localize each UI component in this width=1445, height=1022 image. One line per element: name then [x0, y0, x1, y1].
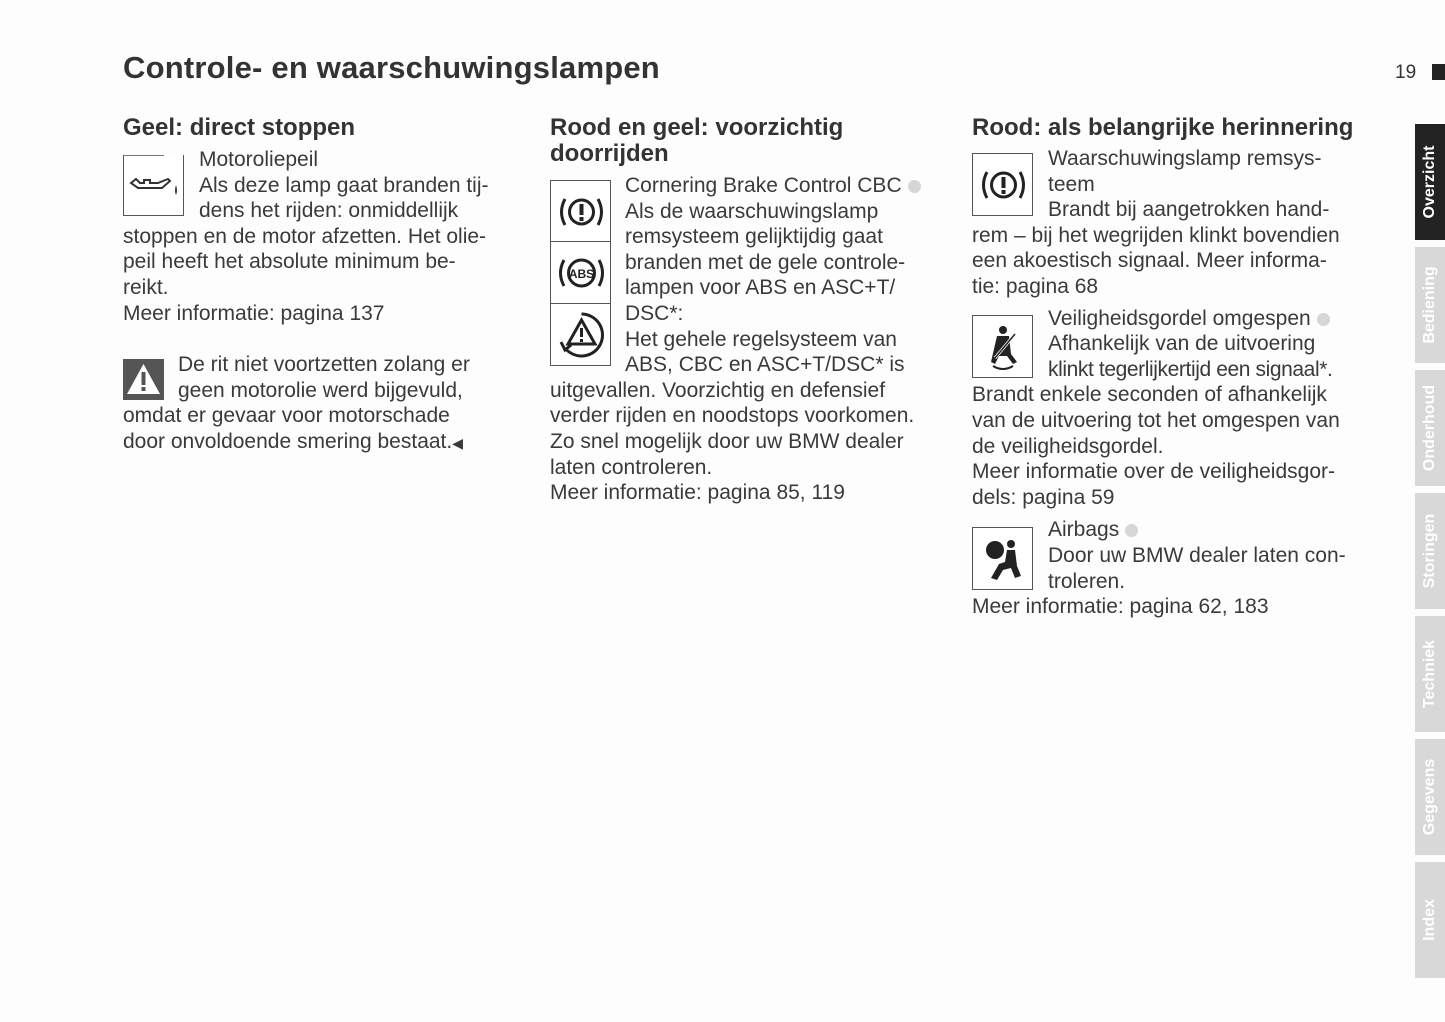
cbc-line-11: laten controleren.: [550, 455, 713, 479]
red-dot-icon: [1317, 313, 1330, 326]
belt-line-2: klinkt tegerlijkertijd een signaal*.: [1048, 357, 1333, 381]
belt-title: Veiligheidsgordel omgespen: [1048, 306, 1382, 332]
warning-line-3: omdat er gevaar voor motorschade: [123, 404, 450, 428]
cbc-title: Cornering Brake Control CBC: [625, 173, 960, 199]
side-tab-techniek[interactable]: Techniek: [1415, 616, 1445, 732]
abs-icon: [550, 242, 611, 304]
belt-line-6: Meer informatie over de veiligheidsgor-: [972, 460, 1335, 484]
page-number: 19: [1395, 62, 1417, 83]
cbc-line-4: lampen voor ABS en ASC+T/: [625, 276, 896, 300]
warning-line-4: door onvoldoende smering bestaat.◀: [123, 429, 464, 453]
airbag-line-2: troleren.: [1048, 569, 1126, 593]
cbc-line-2: remsysteem gelijktijdig gaat: [625, 225, 883, 249]
seatbelt-icon: [972, 315, 1033, 378]
page-title: Controle- en waarschuwingslampen: [123, 50, 660, 85]
brake-warning-icon-red: [972, 153, 1033, 216]
brake-title-2: teem: [1048, 172, 1095, 196]
oil-line-1: Als deze lamp gaat branden tij-: [199, 173, 489, 197]
belt-more-info: dels: pagina 59: [972, 485, 1115, 509]
airbag-more-info: Meer informatie: pagina 62, 183: [972, 595, 1269, 619]
cbc-line-8: uitgevallen. Voorzichtig en defensief: [550, 378, 886, 402]
oil-pressure-icon: [123, 155, 184, 216]
oil-line-2: dens het rijden: onmiddellijk: [199, 199, 459, 223]
belt-line-1: Afhankelijk van de uitvoering: [1048, 332, 1316, 356]
cbc-more-info: Meer informatie: pagina 85, 119: [550, 481, 845, 505]
oil-title: Motoroliepeil: [199, 148, 319, 171]
oil-line-3: stoppen en de motor afzetten. Het olie-: [123, 224, 487, 248]
cbc-line-7: ABS, CBC en ASC+T/DSC* is: [625, 353, 905, 377]
cbc-line-10: Zo snel mogelijk door uw BMW dealer: [550, 429, 904, 453]
belt-line-4: van de uitvoering tot het omgespen van: [972, 408, 1340, 432]
heading-red: Rood: als belangrijke herinnering: [972, 114, 1354, 141]
side-tab-index[interactable]: Index: [1415, 862, 1445, 978]
red-yellow-dot-icon: [908, 180, 921, 193]
oil-more-info: Meer informatie: pagina 137: [123, 301, 385, 325]
warning-line-2: geen motorolie werd bijgevuld,: [178, 378, 463, 402]
airbag-line-1: Door uw BMW dealer laten con-: [1048, 543, 1346, 567]
heading-yellow: Geel: direct stoppen: [123, 114, 356, 141]
heading-red-yellow-2: doorrijden: [550, 140, 669, 167]
brake-more-info: tie: pagina 68: [972, 274, 1099, 298]
abs-label: ABS: [568, 267, 595, 281]
stability-control-icon: [550, 304, 611, 366]
cbc-line-5: DSC*:: [625, 301, 684, 325]
side-tab-overzicht[interactable]: Overzicht: [1415, 124, 1445, 240]
brake-line-3: een akoestisch signaal. Meer informa-: [972, 249, 1327, 273]
cbc-line-1: Als de waarschuwingslamp: [625, 199, 879, 223]
side-tab-storingen[interactable]: Storingen: [1415, 493, 1445, 609]
warning-line-1: De rit niet voortzetten zolang er: [178, 353, 470, 377]
cbc-line-9: verder rijden en noodstops voorkomen.: [550, 404, 915, 428]
brake-line-2: rem – bij het wegrijden klinkt bovendien: [972, 223, 1340, 247]
side-tab-onderhoud[interactable]: Onderhoud: [1415, 370, 1445, 486]
airbag-title: Airbags: [1048, 517, 1382, 543]
brake-warning-icon: [550, 180, 611, 242]
warning-triangle-icon: [123, 359, 164, 400]
side-tab-gegevens[interactable]: Gegevens: [1415, 739, 1445, 855]
page-marker: [1432, 64, 1445, 80]
cbc-line-6: Het gehele regelsysteem van: [625, 327, 897, 351]
oil-line-5: reikt.: [123, 275, 169, 299]
airbag-dot-icon: [1125, 524, 1138, 537]
heading-red-yellow-1: Rood en geel: voorzichtig: [550, 114, 844, 141]
belt-line-3: Brandt enkele seconden of afhankelijk: [972, 383, 1327, 407]
belt-line-5: de veiligheidsgordel.: [972, 434, 1164, 458]
brake-title-1: Waarschuwingslamp remsys-: [1048, 147, 1322, 170]
brake-line-1: Brandt bij aangetrokken hand-: [1048, 198, 1330, 222]
cbc-line-3: branden met de gele controle-: [625, 250, 906, 274]
oil-line-4: peil heeft het absolute minimum be-: [123, 250, 456, 274]
end-mark: ◀: [452, 434, 464, 451]
airbag-icon: [972, 527, 1033, 590]
side-tab-bediening[interactable]: Bediening: [1415, 247, 1445, 363]
